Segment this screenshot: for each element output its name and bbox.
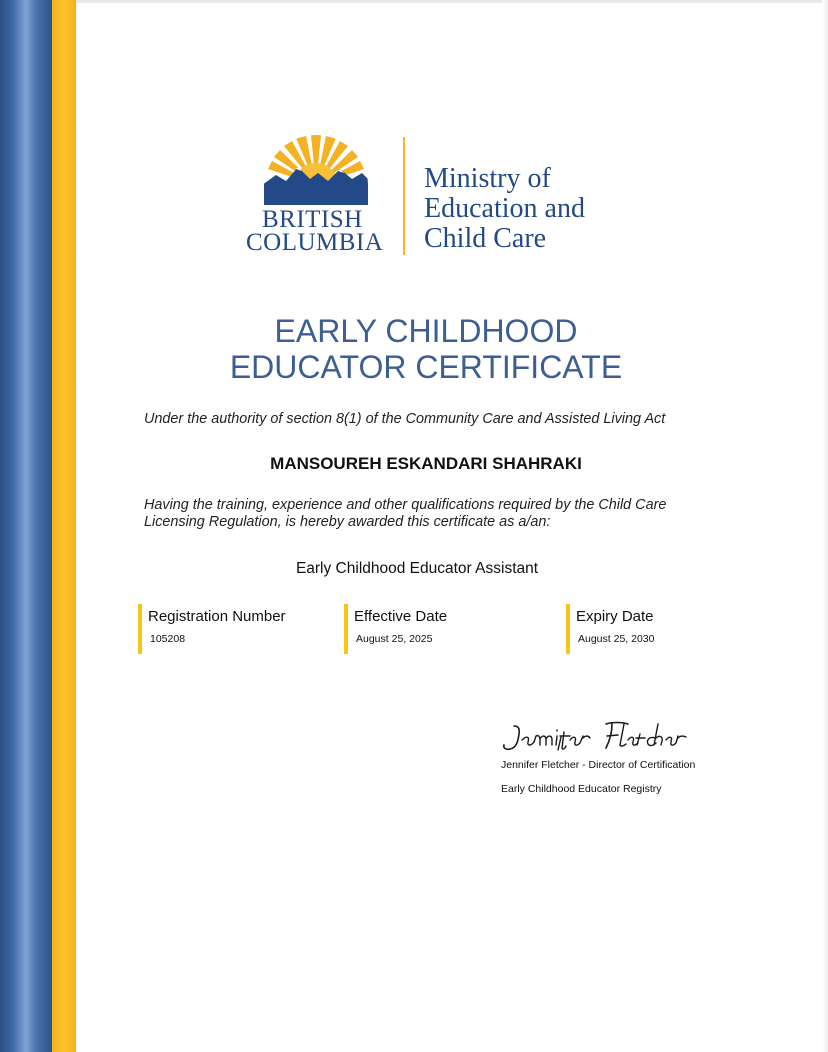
- handwritten-signature: [500, 718, 730, 754]
- ministry-line-1: Ministry of: [424, 163, 551, 194]
- signatory-title: Jennifer Fletcher - Director of Certification: [501, 759, 696, 771]
- effective-date-label: Effective Date: [354, 608, 448, 625]
- logo-divider: [403, 137, 405, 255]
- certificate-title: [100, 313, 752, 385]
- page-top-edge: [0, 0, 828, 3]
- page-right-edge: [822, 0, 828, 1052]
- qualification-statement: Having the training, experience and other qualifications required by the Child Care Licensing Regulation, is hereby awarded this certificate as a/an:: [144, 497, 667, 530]
- ministry-line-2: Education and: [424, 193, 585, 224]
- effective-date-field: [344, 604, 447, 654]
- authority-statement: Under the authority of section 8(1) of the Community Care and Assisted Living Act: [144, 411, 666, 427]
- left-gold-band: [52, 0, 76, 1052]
- left-blue-band: [0, 0, 52, 1052]
- ministry-line-3: Child Care: [424, 223, 547, 254]
- expiry-date-value: August 25, 2030: [578, 633, 655, 645]
- signatory-organization: Early Childhood Educator Registry: [501, 783, 662, 795]
- expiry-date-field: [566, 604, 654, 654]
- ministry-name: [424, 164, 585, 254]
- award-designation: Early Childhood Educator Assistant: [295, 560, 539, 577]
- bc-sun-mountains-logo-icon: [262, 135, 370, 205]
- recipient-name: MANSOUREH ESKANDARI SHAHRAKI: [270, 454, 582, 473]
- bc-wordmark-british: BRITISH: [262, 206, 363, 233]
- registration-value: 105208: [150, 633, 186, 645]
- effective-date-value: August 25, 2025: [356, 633, 433, 645]
- registration-label: Registration Number: [148, 608, 286, 625]
- bc-wordmark-columbia: COLUMBIA: [246, 229, 384, 256]
- ministry-logo: [245, 135, 605, 260]
- certificate-title-line-2: EDUCATOR CERTIFICATE: [229, 349, 623, 385]
- registration-field: [138, 604, 286, 654]
- certificate-title-line-1: EARLY CHILDHOOD: [274, 313, 578, 349]
- expiry-date-label: Expiry Date: [576, 608, 654, 625]
